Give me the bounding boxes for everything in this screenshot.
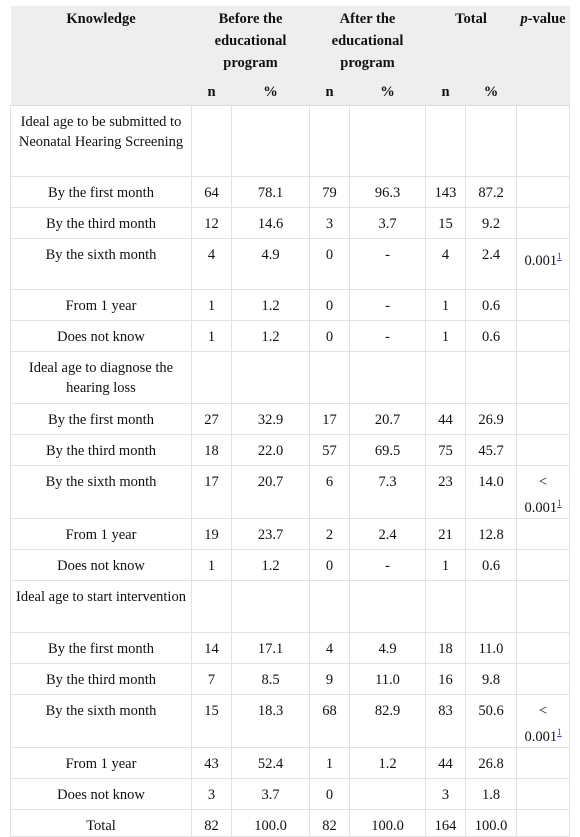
header-after: After the educational program — [310, 6, 426, 77]
empty-cell — [517, 352, 570, 404]
row-label: From 1 year — [11, 518, 192, 549]
cell-total-pct: 45.7 — [466, 435, 517, 466]
header-row — [11, 6, 570, 77]
cell-after-pct — [350, 778, 426, 809]
empty-cell — [466, 580, 517, 632]
cell-after-pct: 82.9 — [350, 694, 426, 747]
empty-cell — [350, 106, 426, 177]
cell-after-pct: 1.2 — [350, 747, 426, 778]
row-label: By the first month — [11, 632, 192, 663]
cell-before-n: 27 — [192, 404, 232, 435]
cell-before-n: 7 — [192, 663, 232, 694]
section-header-row — [11, 352, 570, 404]
cell-before-pct: 78.1 — [232, 177, 310, 208]
cell-before-pct: 32.9 — [232, 404, 310, 435]
cell-total-n: 83 — [426, 694, 466, 747]
cell-before-pct: 52.4 — [232, 747, 310, 778]
pvalue-text: < 0.001 — [524, 702, 558, 745]
cell-total-pct: 9.8 — [466, 663, 517, 694]
cell-before-pct: 20.7 — [232, 466, 310, 519]
cell-before-pct: 3.7 — [232, 778, 310, 809]
cell-before-n: 4 — [192, 239, 232, 290]
cell-pvalue — [517, 290, 570, 321]
cell-pvalue — [517, 632, 570, 663]
table-row — [11, 435, 570, 466]
empty-cell — [466, 106, 517, 177]
cell-after-pct: 11.0 — [350, 663, 426, 694]
empty-cell — [466, 352, 517, 404]
table-row — [11, 747, 570, 778]
cell-after-pct: - — [350, 549, 426, 580]
cell-total-n: 1 — [426, 549, 466, 580]
table-row — [11, 177, 570, 208]
cell-pvalue — [517, 549, 570, 580]
cell-total-n: 15 — [426, 208, 466, 239]
footnote-link[interactable]: 1 — [557, 726, 562, 737]
cell-pvalue — [517, 809, 570, 836]
cell-before-n: 1 — [192, 321, 232, 352]
empty-cell — [350, 352, 426, 404]
table-body — [11, 106, 570, 837]
cell-total-n: 1 — [426, 290, 466, 321]
empty-cell — [192, 106, 232, 177]
empty-cell — [310, 352, 350, 404]
cell-total-n: 23 — [426, 466, 466, 519]
cell-total-n: 1 — [426, 321, 466, 352]
cell-total-pct: 11.0 — [466, 632, 517, 663]
cell-total-pct: 14.0 — [466, 466, 517, 519]
cell-pvalue — [517, 435, 570, 466]
cell-total-pct: 87.2 — [466, 177, 517, 208]
cell-before-n: 43 — [192, 747, 232, 778]
cell-after-n: 0 — [310, 549, 350, 580]
row-label: By the third month — [11, 208, 192, 239]
empty-cell — [426, 352, 466, 404]
cell-before-pct: 14.6 — [232, 208, 310, 239]
cell-after-n: 68 — [310, 694, 350, 747]
knowledge-table — [10, 6, 570, 837]
cell-before-n: 1 — [192, 549, 232, 580]
cell-total-n: 44 — [426, 747, 466, 778]
cell-before-n: 82 — [192, 809, 232, 836]
table-row — [11, 404, 570, 435]
cell-after-n: 3 — [310, 208, 350, 239]
cell-total-n: 143 — [426, 177, 466, 208]
subheader-before-n: n — [192, 77, 232, 106]
cell-total-pct: 1.8 — [466, 778, 517, 809]
empty-cell — [232, 106, 310, 177]
subheader-total-pct: % — [466, 77, 517, 106]
row-label: Does not know — [11, 549, 192, 580]
table-row — [11, 208, 570, 239]
cell-pvalue — [517, 404, 570, 435]
table-row — [11, 663, 570, 694]
table-row — [11, 632, 570, 663]
cell-before-pct: 17.1 — [232, 632, 310, 663]
cell-pvalue — [517, 663, 570, 694]
row-label: By the first month — [11, 404, 192, 435]
cell-before-pct: 22.0 — [232, 435, 310, 466]
footnote-marker — [557, 248, 562, 262]
cell-total-pct: 26.9 — [466, 404, 517, 435]
cell-before-pct: 1.2 — [232, 549, 310, 580]
row-label: By the sixth month — [11, 694, 192, 747]
table-row — [11, 518, 570, 549]
subheader-blank — [11, 77, 192, 106]
empty-cell — [426, 106, 466, 177]
row-label: From 1 year — [11, 747, 192, 778]
empty-cell — [350, 580, 426, 632]
cell-total-pct: 12.8 — [466, 518, 517, 549]
cell-before-n: 18 — [192, 435, 232, 466]
cell-total-n: 18 — [426, 632, 466, 663]
empty-cell — [517, 106, 570, 177]
subheader-total-n: n — [426, 77, 466, 106]
cell-pvalue — [517, 518, 570, 549]
cell-total-pct: 2.4 — [466, 239, 517, 290]
cell-after-pct: 7.3 — [350, 466, 426, 519]
cell-after-n: 4 — [310, 632, 350, 663]
cell-after-pct: 100.0 — [350, 809, 426, 836]
row-label: By the third month — [11, 435, 192, 466]
cell-after-n: 9 — [310, 663, 350, 694]
cell-after-pct: 4.9 — [350, 632, 426, 663]
cell-total-pct: 9.2 — [466, 208, 517, 239]
cell-after-n: 0 — [310, 321, 350, 352]
cell-after-n: 2 — [310, 518, 350, 549]
cell-after-pct: 69.5 — [350, 435, 426, 466]
cell-total-pct: 0.6 — [466, 321, 517, 352]
footnote-marker — [557, 724, 562, 738]
row-label: By the sixth month — [11, 239, 192, 290]
empty-cell — [426, 580, 466, 632]
cell-before-pct: 18.3 — [232, 694, 310, 747]
subheader-after-n: n — [310, 77, 350, 106]
cell-total-pct: 26.8 — [466, 747, 517, 778]
header-pvalue — [517, 6, 570, 77]
cell-after-n: 0 — [310, 239, 350, 290]
cell-before-n: 64 — [192, 177, 232, 208]
table-row — [11, 549, 570, 580]
cell-total-n: 21 — [426, 518, 466, 549]
row-label: Total — [11, 809, 192, 836]
cell-after-pct: 96.3 — [350, 177, 426, 208]
subheader-pvalue-blank — [517, 77, 570, 106]
subheader-row — [11, 77, 570, 106]
cell-before-pct: 1.2 — [232, 290, 310, 321]
header-before: Before the educational program — [192, 6, 310, 77]
empty-cell — [192, 580, 232, 632]
cell-pvalue — [517, 177, 570, 208]
cell-after-pct: 2.4 — [350, 518, 426, 549]
header-pvalue-p: p — [520, 11, 528, 27]
cell-before-n: 17 — [192, 466, 232, 519]
cell-pvalue — [517, 466, 570, 519]
cell-before-n: 14 — [192, 632, 232, 663]
cell-before-n: 12 — [192, 208, 232, 239]
cell-before-n: 3 — [192, 778, 232, 809]
cell-after-pct: - — [350, 321, 426, 352]
cell-before-pct: 23.7 — [232, 518, 310, 549]
section-header-row — [11, 106, 570, 177]
cell-after-n: 57 — [310, 435, 350, 466]
cell-after-n: 6 — [310, 466, 350, 519]
cell-before-pct: 8.5 — [232, 663, 310, 694]
cell-after-pct: 20.7 — [350, 404, 426, 435]
cell-total-pct: 0.6 — [466, 549, 517, 580]
table-row — [11, 239, 570, 290]
subheader-before-pct: % — [232, 77, 310, 106]
cell-total-n: 4 — [426, 239, 466, 290]
section-header-row — [11, 580, 570, 632]
empty-cell — [192, 352, 232, 404]
section-title: Ideal age to start intervention — [11, 580, 192, 632]
cell-total-n: 164 — [426, 809, 466, 836]
cell-after-pct: 3.7 — [350, 208, 426, 239]
empty-cell — [310, 580, 350, 632]
cell-pvalue — [517, 239, 570, 290]
cell-total-n: 44 — [426, 404, 466, 435]
row-label: By the first month — [11, 177, 192, 208]
cell-after-n: 0 — [310, 778, 350, 809]
cell-total-n: 16 — [426, 663, 466, 694]
cell-before-pct: 4.9 — [232, 239, 310, 290]
cell-pvalue — [517, 778, 570, 809]
cell-after-n: 1 — [310, 747, 350, 778]
row-label: Does not know — [11, 778, 192, 809]
cell-total-pct: 100.0 — [466, 809, 517, 836]
empty-cell — [232, 352, 310, 404]
section-title: Ideal age to diagnose the hearing loss — [11, 352, 192, 404]
empty-cell — [517, 580, 570, 632]
header-pvalue-rest: -value — [527, 11, 566, 27]
cell-before-n: 1 — [192, 290, 232, 321]
cell-after-n: 79 — [310, 177, 350, 208]
table-row — [11, 321, 570, 352]
cell-before-pct: 1.2 — [232, 321, 310, 352]
cell-before-pct: 100.0 — [232, 809, 310, 836]
cell-total-pct: 50.6 — [466, 694, 517, 747]
table-row — [11, 809, 570, 836]
section-title: Ideal age to be submitted to Neonatal Hearing Screening — [11, 106, 192, 177]
cell-total-n: 75 — [426, 435, 466, 466]
cell-pvalue — [517, 747, 570, 778]
cell-total-n: 3 — [426, 778, 466, 809]
cell-before-n: 19 — [192, 518, 232, 549]
footnote-marker — [557, 495, 562, 509]
header-knowledge: Knowledge — [11, 6, 192, 77]
table-row — [11, 694, 570, 747]
cell-after-n: 82 — [310, 809, 350, 836]
footnote-link[interactable]: 1 — [557, 251, 562, 261]
empty-cell — [310, 106, 350, 177]
cell-after-pct: - — [350, 290, 426, 321]
table-row — [11, 778, 570, 809]
cell-after-pct: - — [350, 239, 426, 290]
row-label: From 1 year — [11, 290, 192, 321]
table-row — [11, 466, 570, 519]
cell-total-pct: 0.6 — [466, 290, 517, 321]
header-total: Total — [426, 6, 517, 77]
pvalue-text: 0.001 — [524, 252, 558, 269]
cell-pvalue — [517, 321, 570, 352]
cell-pvalue — [517, 694, 570, 747]
row-label: By the third month — [11, 663, 192, 694]
empty-cell — [232, 580, 310, 632]
cell-after-n: 17 — [310, 404, 350, 435]
row-label: By the sixth month — [11, 466, 192, 519]
cell-after-n: 0 — [310, 290, 350, 321]
pvalue-text: < 0.001 — [524, 474, 558, 516]
subheader-after-pct: % — [350, 77, 426, 106]
cell-pvalue — [517, 208, 570, 239]
footnote-link[interactable]: 1 — [557, 498, 562, 508]
row-label: Does not know — [11, 321, 192, 352]
cell-before-n: 15 — [192, 694, 232, 747]
table-row — [11, 290, 570, 321]
